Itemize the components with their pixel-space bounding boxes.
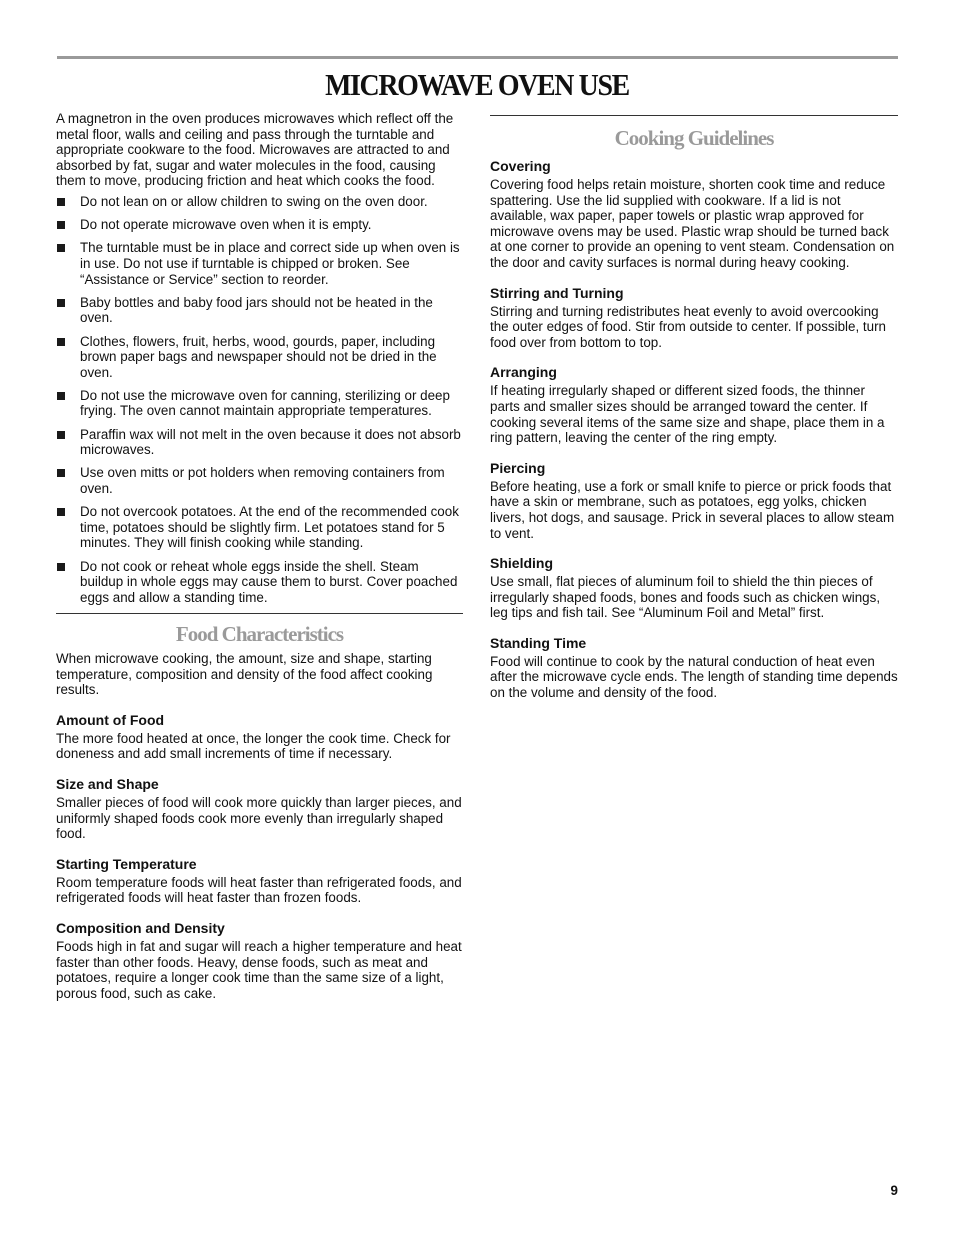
list-item: Baby bottles and baby food jars should not be heated in the oven.: [56, 295, 463, 326]
body-standing-time: Food will continue to cook by the natural conduction of heat even after the microwave cycle ends. The length of standing time depends on the volume and density of the food.: [490, 653, 898, 701]
top-rule: [57, 56, 898, 59]
section-divider: [490, 115, 898, 116]
bullet-square-icon: [57, 392, 65, 400]
list-item: Clothes, flowers, fruit, herbs, wood, gourds, paper, including brown paper bags and newspaper should not be dried in the oven.: [56, 334, 463, 381]
list-item: Use oven mitts or pot holders when removing containers from oven.: [56, 465, 463, 496]
subheading-size-and-shape: Size and Shape: [56, 775, 159, 792]
section-divider: [56, 613, 463, 614]
list-item: The turntable must be in place and correct side up when oven is in use. Do not use if turntable is chipped or broken. See “Assistance or Service” section to reorder.: [56, 240, 463, 287]
page-number: 9: [890, 1183, 898, 1198]
bullet-square-icon: [57, 469, 65, 477]
body-size-and-shape: Smaller pieces of food will cook more quickly than larger pieces, and uniformly shaped foods cook more evenly than irregularly shaped food.: [56, 794, 462, 842]
right-column: [490, 115, 898, 701]
subheading-shielding: Shielding: [490, 555, 553, 572]
bullet-square-icon: [57, 221, 65, 229]
bullet-square-icon: [57, 299, 65, 307]
left-column: [56, 111, 463, 1001]
subheading-starting-temperature: Starting Temperature: [56, 855, 197, 872]
subheading-composition-and-density: Composition and Density: [56, 919, 225, 936]
body-composition-and-density: Foods high in fat and sugar will reach a higher temperature and heat faster than other foods. Heavy, dense foods, such as meat and potatoes, require a longer cook time than the same size of a light, porous food, such as cake.: [56, 938, 462, 1001]
food-characteristics-intro: When microwave cooking, the amount, size and shape, starting temperature, composition and density of the food affect cooking results.: [56, 650, 433, 698]
list-item: Do not cook or reheat whole eggs inside the shell. Steam buildup in whole eggs may cause them to burst. Cover poached eggs and allow a standing time.: [56, 559, 463, 606]
body-starting-temperature: Room temperature foods will heat faster than refrigerated foods, and refrigerated foods will heat faster than frozen foods.: [56, 874, 462, 906]
body-stirring-and-turning: Stirring and turning redistributes heat evenly to avoid overcooking the outer edges of food. Stir from outside to center. If possible, turn food over from bottom to top.: [490, 303, 886, 350]
list-item: Do not use the microwave oven for canning, sterilizing or deep frying. The oven cannot maintain appropriate temperatures.: [56, 388, 463, 419]
subheading-stirring-and-turning: Stirring and Turning: [490, 284, 624, 301]
bullet-square-icon: [57, 508, 65, 516]
bullet-square-icon: [57, 563, 65, 571]
bullet-square-icon: [57, 431, 65, 439]
bullet-square-icon: [57, 244, 65, 252]
body-amount-of-food: The more food heated at once, the longer the cook time. Check for doneness and add small increments of time if necessary.: [56, 730, 451, 762]
subheading-standing-time: Standing Time: [490, 634, 587, 651]
list-item: Do not operate microwave oven when it is empty.: [56, 217, 463, 233]
subheading-covering: Covering: [490, 158, 551, 174]
bullet-square-icon: [57, 198, 65, 206]
bullet-square-icon: [57, 338, 65, 346]
body-shielding: Use small, flat pieces of aluminum foil to shield the thin pieces of irregularly shaped foods, bones and foods such as chicken wings, leg tips and fish tail. See “Aluminum Foil and Metal” first.: [490, 574, 881, 621]
subheading-arranging: Arranging: [490, 364, 557, 381]
safety-bullet-list: [56, 194, 463, 605]
page-title: MICROWAVE OVEN USE: [325, 67, 629, 102]
body-covering: Covering food helps retain moisture, shorten cook time and reduce spattering. Use the lid supplied with cookware. If a lid is not available, wax paper, paper towels or plastic wrap approved for microwave ovens may be used. Plastic wrap should be turned back at one corner to provide an opening to vent steam. Condensation on the door and cavity surfaces is normal during heavy cooking.: [490, 177, 895, 270]
list-item: Paraffin wax will not melt in the oven because it does not absorb microwaves.: [56, 427, 463, 458]
cooking-guidelines-heading: Cooking Guidelines: [614, 126, 774, 150]
subheading-amount-of-food: Amount of Food: [56, 711, 165, 728]
body-arranging: If heating irregularly shaped or different sized foods, the thinner parts and smaller sizes should be arranged toward the center. If cooking several items of the same size and shape, place them in a ring pattern, leaving the center of the ring empty.: [490, 383, 885, 446]
list-item: Do not lean on or allow children to swing on the oven door.: [56, 194, 463, 210]
list-item: Do not overcook potatoes. At the end of the recommended cook time, potatoes should be slightly firm. Let potatoes stand for 5 minutes. They will finish cooking while standing.: [56, 504, 463, 551]
subheading-piercing: Piercing: [490, 459, 546, 476]
intro-paragraph: A magnetron in the oven produces microwaves which reflect off the metal floor, walls and ceiling and pass through the turntable and appropriate cookware to the food. Microwaves are attracted to and absorbed by fat, sugar and water molecules in the food, causing them to move, producing friction and heat which cooks the food.: [56, 111, 454, 189]
food-characteristics-heading: Food Characteristics: [175, 621, 344, 646]
body-piercing: Before heating, use a fork or small knife to pierce or prick foods that have a skin or membrane, such as potatoes, egg yolks, chicken livers, hot dogs, and sausage. Prick in several places to allow steam to vent.: [490, 478, 895, 541]
